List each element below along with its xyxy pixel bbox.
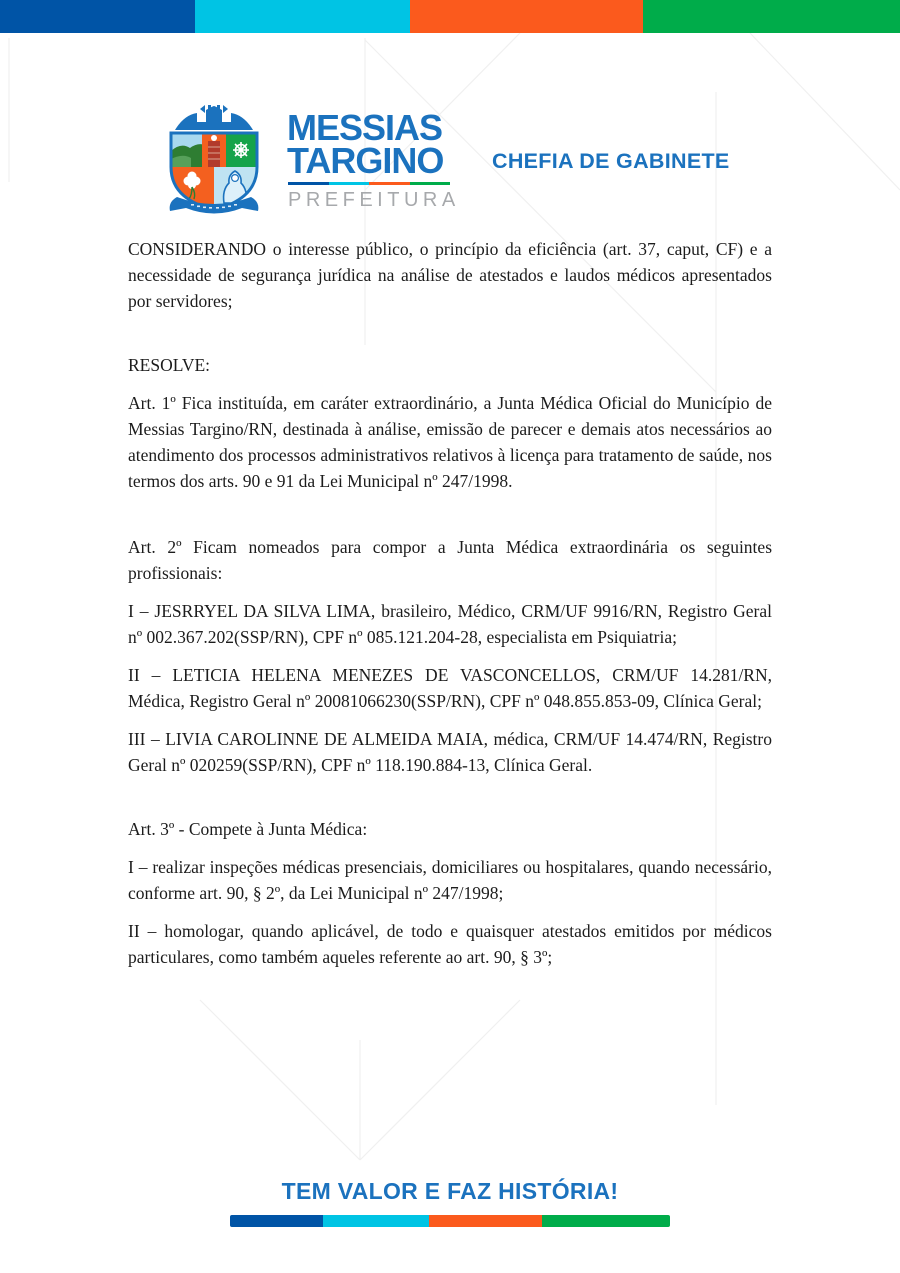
paragraph-art2-item1: I – JESRRYEL DA SILVA LIMA, brasileiro, Médico, CRM/UF 9916/RN, Registro Geral nº 002.367.202(SSP/RN), CPF nº 085.121.204-28, especialista em Psiquiatria;: [128, 601, 772, 647]
paragraph-art3-item1: I – realizar inspeções médicas presenciais, domiciliares ou hospitalares, quando necessário, conforme art. 90, § 2º, da Lei Municipal nº 247/1998;: [128, 857, 772, 903]
topbar-segment-cyan: [195, 0, 410, 33]
slogan-part-tem: TEM: [281, 1178, 332, 1204]
prefeitura-logo: [155, 103, 460, 215]
crest-crown: [175, 106, 253, 130]
footer-brand-bar: [230, 1215, 670, 1227]
footer-slogan: [0, 1178, 900, 1205]
wordmark-subtitle: PREFEITURA: [288, 189, 460, 211]
footbar-segment-green: [542, 1215, 670, 1227]
city-wordmark: [287, 107, 460, 212]
top-brand-bar: [0, 0, 900, 33]
slogan-part-historia: HISTÓRIA!: [498, 1178, 619, 1204]
office-title: CHEFIA DE GABINETE: [492, 149, 730, 173]
slogan-part-valor: VALOR: [337, 1178, 419, 1204]
wordmark-line1: MESSIAS: [287, 107, 443, 148]
paragraph-art2-item2: II – LETICIA HELENA MENEZES DE VASCONCELLOS, CRM/UF 14.281/RN, Médica, Registro Geral nº 20081066230(SSP/RN), CPF nº 048.855.853-09, Clínica Geral;: [128, 665, 772, 711]
paragraph-considerando: CONSIDERANDO o interesse público, o princípio da eficiência (art. 37, caput, CF) e a necessidade de segurança jurídica na análise de atestados e laudos médicos apresentados por servidores;: [128, 239, 772, 311]
paragraph-resolve: RESOLVE:: [128, 355, 211, 375]
slogan-part-efaz: E FAZ: [424, 1178, 492, 1204]
paragraph-art3-item2: II – homologar, quando aplicável, de todo e quaisquer atestados emitidos por médicos particulares, como também aqueles referente ao art. 90, § 3º;: [128, 921, 772, 967]
wordmark-line2: TARGINO: [287, 140, 444, 181]
topbar-segment-blue: [0, 0, 195, 33]
topbar-segment-green: [643, 0, 900, 33]
paragraph-art3: Art. 3º - Compete à Junta Médica:: [128, 819, 368, 839]
footbar-segment-blue: [230, 1215, 323, 1227]
footbar-segment-orange: [429, 1215, 542, 1227]
document-body: [128, 236, 772, 982]
municipal-coat-of-arms-icon: [155, 103, 273, 215]
paragraph-art2-item3: III – LIVIA CAROLINNE DE ALMEIDA MAIA, médica, CRM/UF 14.474/RN, Registro Geral nº 020259(SSP/RN), CPF nº 118.190.884-13, Clínica Geral.: [128, 729, 772, 775]
wordmark-color-rule: [288, 182, 450, 185]
paragraph-art2: Art. 2º Ficam nomeados para compor a Junta Médica extraordinária os seguintes profissionais:: [128, 537, 772, 583]
paragraph-art1: Art. 1º Fica instituída, em caráter extraordinário, a Junta Médica Oficial do Município de Messias Targino/RN, destinada à análise, emissão de parecer e demais atos necessários ao atendimento dos processos administrativos relativos à licença para tratamento de saúde, nos termos dos arts. 90 e 91 da Lei Municipal nº 247/1998.: [128, 393, 772, 491]
footbar-segment-cyan: [323, 1215, 429, 1227]
topbar-segment-orange: [410, 0, 643, 33]
